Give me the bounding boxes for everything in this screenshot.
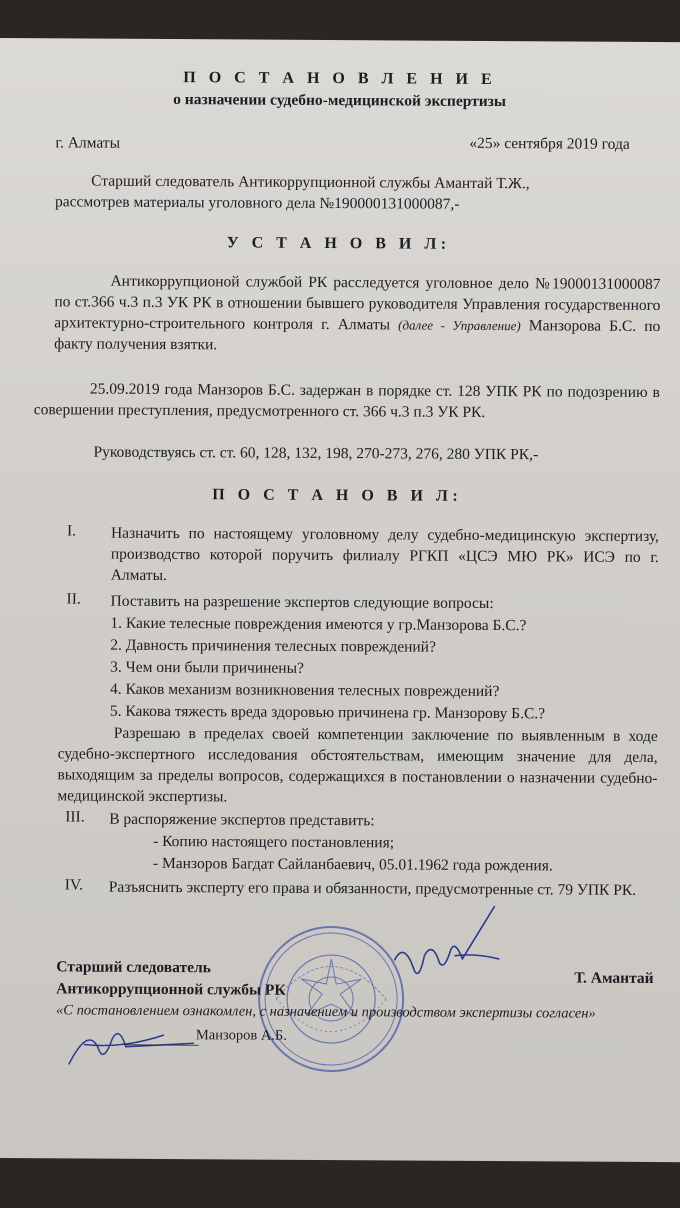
resolved-heading: П О С Т А Н О В И Л: <box>212 486 463 505</box>
intro-line-1: Старший следователь Антикоррупционной службы Амантай Т.Ж., <box>91 172 530 193</box>
question-1: 1. Какие телесные повреждения имеются у гр.Манзорова Б.С.? <box>110 614 527 635</box>
established-paragraph-3: Руководствуясь ст. ст. 60, 128, 132, 198, 270-273, 276, 280 УПК РК,- <box>93 443 539 464</box>
item-4-number: IV. <box>64 876 84 894</box>
city: г. Алматы <box>55 134 121 152</box>
signer-position-line-1: Старший следователь <box>56 958 211 977</box>
signer-name: Т. Амантай <box>574 969 654 988</box>
established-paragraph-1 <box>54 270 661 358</box>
suspect-name: Манзоров А.Б. <box>195 1027 287 1044</box>
question-5: 5. Какова тяжесть вреда здоровью причинена гр. Манзорову Б.С.? <box>109 702 546 723</box>
investigator-signature <box>384 900 505 991</box>
question-2: 2. Давность причинения телесных повреждений? <box>110 636 436 656</box>
item-4-text: Разъяснить эксперту его права и обязанности, предусмотренные ст. 79 УПК РК. <box>108 878 637 899</box>
document-title: П О С Т А Н О В Л Е Н И Е <box>183 69 497 89</box>
question-3: 3. Чем они были причинены? <box>110 658 304 677</box>
item-3-sub-1: - Копию настоящего постановления; <box>153 832 395 852</box>
question-4: 4. Каков механизм возникновения телесных повреждений? <box>109 680 500 701</box>
intro-line-2: рассмотрев материалы уголовного дела №190000131000087,- <box>54 193 460 213</box>
item-3-number: III. <box>65 808 85 826</box>
item-3-text: В распоряжение экспертов представить: <box>109 810 375 830</box>
document-subtitle: о назначении судебно-медицинской экспертизы <box>173 91 507 111</box>
item-1-text: Назначить по настоящему уголовному делу судебно-медицинскую экспертизу, производство которой поручить филиалу РГКП «ЦСЭ МЮ РК» ИСЭ по г. Алматы. <box>110 524 660 585</box>
established-paragraph-1-text: Антикоррупционой службой РК расследуется уголовное дело №19000131000087 по ст.366 ч.3 п.3 УК РК в отношении бывшего руководителя Управления государственного архитектурно-строительного контроля г. Алматы <box>54 272 661 334</box>
item-3-sub-2: - Манзоров Багдат Сайланбаевич, 05.01.1962 года рождения. <box>152 854 553 875</box>
established-paragraph-2: 25.09.2019 года Манзоров Б.С. задержан в порядке ст. 128 УПК РК по подозрению в совершении преступления, предусмотренного ст. 366 ч.3 п.3 УК РК. <box>33 380 660 421</box>
item-2-text: Поставить на разрешение экспертов следующие вопросы: <box>110 592 494 613</box>
acknowledgement-text: «С постановлением ознакомлен, с назначением и производством экспертизы согласен» <box>56 1002 596 1022</box>
established-paragraph-1-note: (далее - Управление) <box>398 317 521 334</box>
permission-paragraph: Разрешаю в пределах своей компетенции заключение по выявленным в ходе судебно-экспертного исследования обстоятельствам, имеющим значение для дела, выходящим за пределы вопросов, содержащихся в постановлении о назначении судебно-медицинской экспертизы. <box>57 724 658 806</box>
document-date: «25» сентября 2019 года <box>469 134 630 153</box>
item-2-number: II. <box>66 590 81 608</box>
signer-position-line-2: Антикоррупционной службы РК <box>56 980 286 999</box>
suspect-signature <box>64 1014 204 1075</box>
item-1-number: I. <box>66 522 77 540</box>
established-paragraph-1-end: Манзорова Б.С. по факту получения взятки. <box>54 317 661 354</box>
established-heading: У С Т А Н О В И Л: <box>226 234 451 253</box>
document-page <box>0 38 680 1162</box>
